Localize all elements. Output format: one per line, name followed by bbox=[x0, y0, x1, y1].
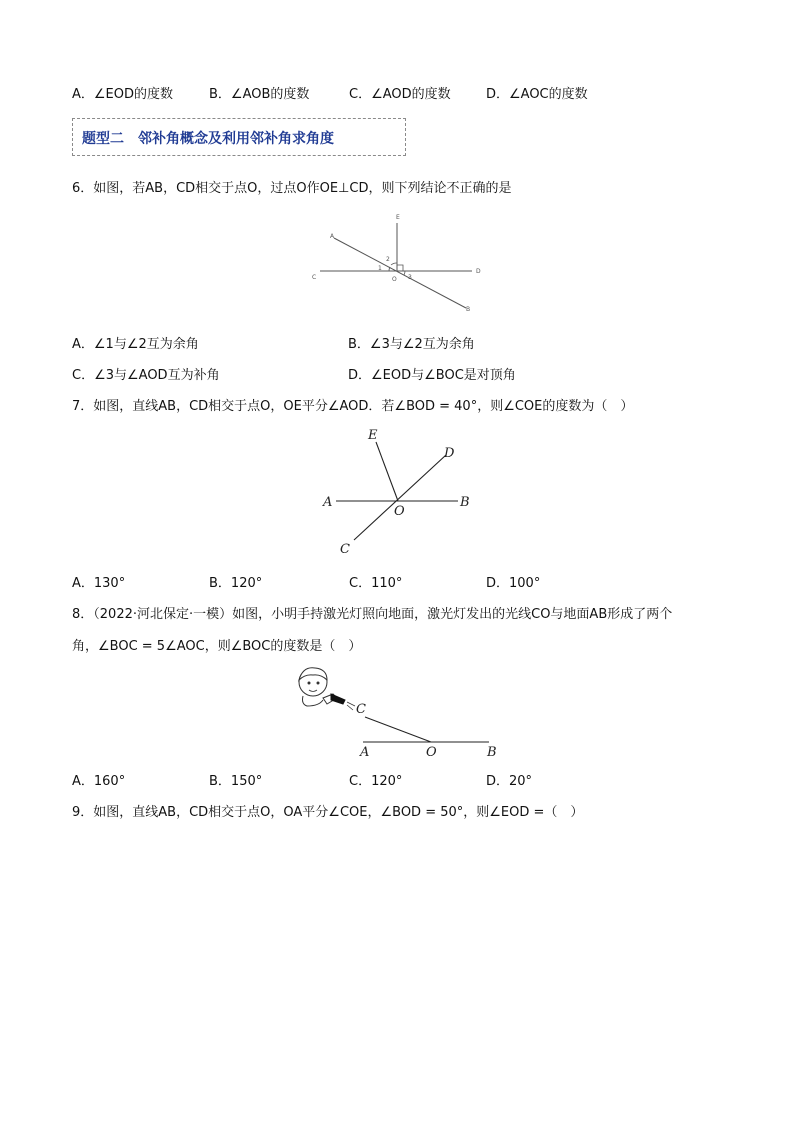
q7-option-d: D．100° bbox=[486, 576, 541, 591]
boy-with-laser-illustration bbox=[299, 668, 355, 710]
q8-figure bbox=[285, 660, 505, 765]
q6-right-angle-mark bbox=[397, 265, 403, 271]
q7-label-e: E bbox=[368, 428, 378, 443]
q6-label-b: B bbox=[466, 306, 471, 313]
q6-label-o: O bbox=[392, 276, 397, 283]
q7-option-c: C．110° bbox=[349, 576, 403, 591]
q6-option-c: C．∠3与∠AOD互为补角 bbox=[72, 368, 220, 383]
q7-label-o: O bbox=[394, 504, 405, 519]
q7-ray-oe bbox=[376, 442, 398, 501]
q8-question-text-line2: 角，∠BOC = 5∠AOC，则∠BOC的度数是（ ） bbox=[72, 639, 362, 654]
q8-option-c: C．120° bbox=[349, 774, 403, 789]
q6-figure bbox=[300, 208, 490, 318]
q8-label-o: O bbox=[426, 745, 437, 760]
q6-label-1: 1 bbox=[378, 265, 382, 272]
q6-option-a: A．∠1与∠2互为余角 bbox=[72, 337, 199, 352]
q7-figure bbox=[310, 422, 490, 562]
q8-option-b: B．150° bbox=[209, 774, 263, 789]
q8-ray-oc bbox=[365, 717, 431, 742]
q6-label-3: 3 bbox=[408, 274, 412, 281]
q5-option-c: C．∠AOD的度数 bbox=[349, 87, 451, 102]
q7-option-a: A．130° bbox=[72, 576, 126, 591]
q6-label-c: C bbox=[312, 274, 317, 281]
q8-label-c: C bbox=[356, 702, 366, 717]
q6-option-b: B．∠3与∠2互为余角 bbox=[348, 337, 475, 352]
q5-option-a: A．∠EOD的度数 bbox=[72, 87, 174, 102]
q6-label-d: D bbox=[476, 268, 481, 275]
q7-label-d: D bbox=[444, 446, 455, 461]
q8-question-text-line1: 8．（2022·河北保定·一模）如图，小明手持激光灯照向地面，激光灯发出的光线CO与地面AB形成了两个 bbox=[72, 607, 673, 622]
q6-angle2-arc bbox=[391, 263, 397, 265]
q6-label-e: E bbox=[396, 214, 400, 221]
q7-line-cd bbox=[354, 455, 446, 540]
q6-option-d: D．∠EOD与∠BOC是对顶角 bbox=[348, 368, 516, 383]
q8-label-b: B bbox=[487, 745, 497, 760]
q6-angle3-arc bbox=[404, 271, 405, 275]
q7-label-a: A bbox=[323, 495, 333, 510]
section-heading: 题型二 邻补角概念及利用邻补角求角度 bbox=[82, 131, 334, 147]
q8-option-d: D．20° bbox=[486, 774, 533, 789]
q9-question-text: 9．如图，直线AB，CD相交于点O，OA平分∠COE，∠BOD = 50°，则∠EOD =（ ） bbox=[72, 805, 584, 820]
q7-question-text: 7．如图，直线AB，CD相交于点O，OE平分∠AOD．若∠BOD = 40°，则∠COE的度数为（ ） bbox=[72, 399, 634, 414]
q7-label-c: C bbox=[340, 542, 350, 557]
q6-label-2: 2 bbox=[386, 256, 390, 263]
q5-option-b: B．∠AOB的度数 bbox=[209, 87, 310, 102]
q8-option-a: A．160° bbox=[72, 774, 126, 789]
q5-option-d: D．∠AOC的度数 bbox=[486, 87, 588, 102]
q7-option-b: B．120° bbox=[209, 576, 263, 591]
q6-label-a: A bbox=[330, 233, 335, 240]
q8-label-a: A bbox=[360, 745, 370, 760]
q6-question-text: 6．如图，若AB，CD相交于点O，过点O作OE⊥CD，则下列结论不正确的是 bbox=[72, 181, 512, 196]
q7-label-b: B bbox=[460, 495, 470, 510]
q6-line-ab bbox=[334, 238, 466, 308]
section-heading-box bbox=[72, 118, 406, 156]
